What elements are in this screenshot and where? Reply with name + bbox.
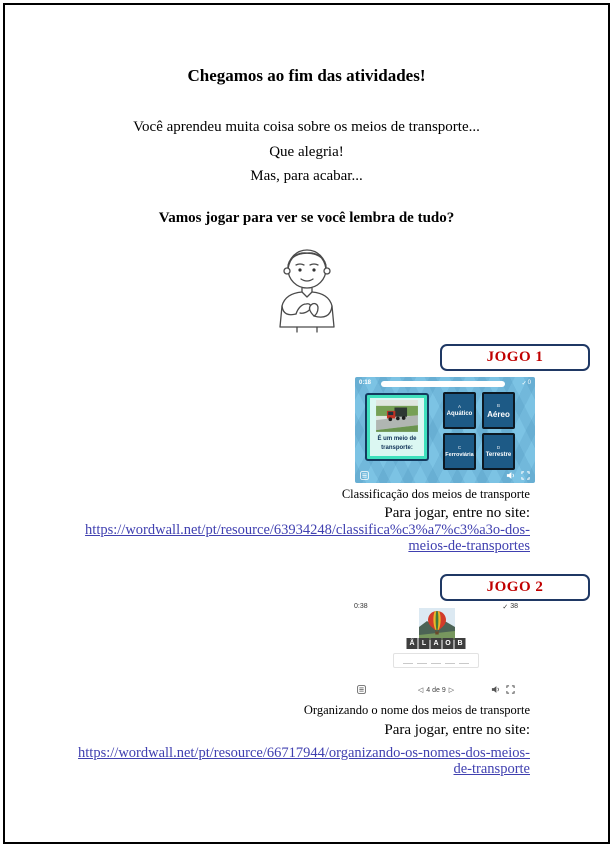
jogo1-badge	[440, 344, 590, 371]
jogo1-link-wrap	[68, 522, 530, 554]
hot-air-balloon-photo	[419, 608, 455, 640]
game2-answer-slots	[393, 653, 479, 668]
game1-option-d-key: D	[496, 445, 501, 450]
jogo2-cta: Para jogar, entre no site:	[384, 722, 530, 738]
letter-tile-3: A	[431, 638, 442, 649]
game1-prompt: É um meio de transporte:	[377, 435, 417, 452]
game2-score	[502, 603, 518, 611]
game1-score-value: 0	[527, 380, 531, 386]
jogo1-badge-label: JOGO 1	[486, 349, 544, 365]
game1-volume-icon	[506, 471, 515, 480]
jogo1-caption: Classificação dos meios de transporte	[341, 487, 530, 501]
letter-tile-4: O	[443, 638, 454, 649]
jogo2-caption: Organizando o nome dos meios de transporte	[303, 703, 530, 717]
letter-tile-5: B	[455, 638, 466, 649]
truck-photo	[372, 400, 422, 432]
game2-pager	[418, 686, 454, 694]
pager-next-icon: ▷	[448, 687, 455, 694]
game1-option-a	[443, 392, 476, 429]
letter-tile-1: Ã	[407, 638, 418, 649]
jogo1-cta: Para jogar, entre no site:	[384, 505, 530, 521]
intro-line-1: Você aprendeu muita coisa sobre os meios de transporte...	[133, 119, 480, 135]
game2-volume-icon	[491, 685, 500, 694]
game2-timer: 0:38	[354, 603, 368, 610]
question-text: Vamos jogar para ver se você lembra de tudo?	[158, 210, 455, 226]
jogo2-game-screenshot[interactable]	[352, 601, 520, 696]
game1-option-b-label: Aéreo	[487, 409, 510, 419]
game1-option-a-label: Aquático	[446, 411, 473, 417]
letter-tile-2: L	[419, 638, 430, 649]
game1-option-c-label: Ferroviária	[445, 452, 474, 458]
pager-prev-icon: ◁	[417, 687, 424, 694]
answer-slot	[431, 663, 441, 664]
game2-score-value: 38	[510, 603, 518, 610]
answer-slot	[403, 663, 413, 664]
game1-option-d-label: Terrestre	[485, 452, 512, 458]
jogo2-link[interactable]: https://wordwall.net/pt/resource/66717944/organizando-os-nomes-dos-meios-de-transporte	[78, 745, 530, 777]
jogo2-link-wrap	[68, 745, 530, 777]
game1-questions-list-icon	[360, 471, 369, 480]
page-title: Chegamos ao fim das atividades!	[187, 66, 426, 85]
game1-progress-bar	[381, 381, 505, 387]
game1-option-c	[443, 433, 476, 470]
jogo1-link[interactable]: https://wordwall.net/pt/resource/63934248/classifica%c3%a7%c3%a3o-dos-meios-de-transportes	[85, 522, 530, 554]
jogo2-badge	[440, 574, 590, 601]
game1-option-d	[482, 433, 515, 470]
game1-option-b-key: B	[496, 402, 500, 408]
boy-illustration-svg	[250, 240, 365, 335]
intro-line-2: Que alegria!	[269, 144, 344, 160]
game1-answer-tiles	[443, 392, 515, 470]
game2-questions-list-icon	[357, 685, 366, 694]
game1-option-a-key: A	[457, 404, 461, 409]
jogo2-badge-label: JOGO 2	[486, 579, 544, 595]
game1-question-card	[365, 393, 429, 461]
answer-slot	[417, 663, 427, 664]
answer-slot	[445, 663, 455, 664]
game1-option-c-key: C	[457, 445, 462, 450]
game1-score	[522, 380, 531, 387]
answer-slot	[459, 663, 469, 664]
jogo1-game-screenshot[interactable]	[355, 377, 535, 483]
game1-score-check-icon: ✓	[521, 381, 527, 387]
game1-option-b	[482, 392, 515, 429]
intro-line-3: Mas, para acabar...	[250, 168, 363, 184]
game2-fullscreen-icon	[506, 685, 515, 694]
game2-letter-tiles	[407, 638, 466, 649]
pager-label: 4 de 9	[426, 686, 446, 694]
game2-score-check-icon: ✓	[502, 604, 509, 611]
game1-timer: 0:18	[359, 380, 372, 386]
game1-fullscreen-icon	[521, 471, 530, 480]
boy-sign-language-illustration	[250, 240, 365, 335]
